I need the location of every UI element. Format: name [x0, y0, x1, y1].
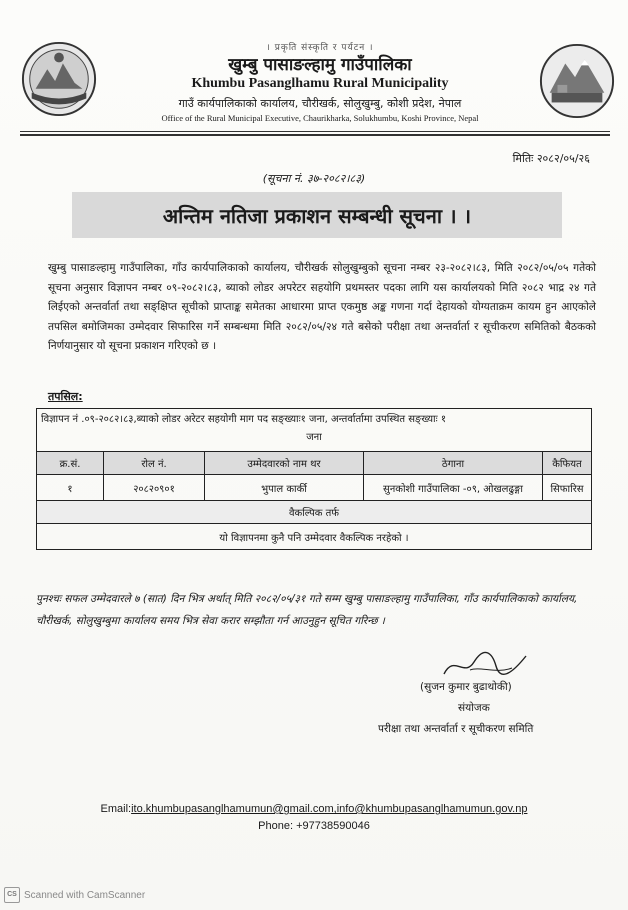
- contact-phone: Phone: +97738590046: [258, 820, 370, 832]
- col-serial: क्र.सं.: [37, 452, 104, 475]
- header-slogan: । प्रकृति संस्कृति र पर्यटन ।: [266, 43, 374, 53]
- email-link[interactable]: ito.khumbupasanglhamumun@gmail.com,info@khumbupasanglhamumun.gov.np: [131, 803, 528, 815]
- col-candidate-name: उम्मेदवारको नाम थर: [205, 452, 364, 475]
- email-label: Email:: [100, 803, 132, 815]
- cell-serial: १: [37, 475, 104, 501]
- notice-title: अन्तिम नतिजा प्रकाशन सम्बन्धी सूचना । ।: [162, 203, 472, 228]
- signatory-committee: परीक्षा तथा अन्तर्वार्ता र सूचीकरण समिति: [378, 723, 534, 735]
- notice-number: (सूचना नं. ३७-२०८२।८३): [262, 172, 366, 185]
- camscanner-icon: CS: [4, 887, 20, 903]
- notice-date: मितिः २०८२/०५/२६: [512, 152, 590, 165]
- table-row: [37, 475, 592, 501]
- office-address-english: Office of the Rural Municipal Executive, Chaurikharka, Solukhumbu, Koshi Province, Nepal: [161, 113, 479, 123]
- notice-body: खुम्बु पासाङल्हामु गाउँपालिका, गाँउ कार्यपालिकाको कार्यालय, चौरीखर्क सोलुखुम्बुको सूचना नम्बर २३-२०८२।८३, मिति २०८२/०५/०५ गतेको सूचना अनुसार विज्ञापन नम्बर ०९-२०८२।८३, ब्याको लोडर अपरेटर सहयोगि प्रथमस्तर पदका लागि यस कार्यालयको मिति २०८२ भाद्र २४ गते लिईएको अन्तर्वार्ता तथा सङ्क्षिप्त सूचीको प्राप्ताङ्क समेतका आधारमा प्राप्त एकमुष्ठ अङ्क गणना गर्दा देहायको योग्यताक्रम कायम हुन आएकोले तपसिल बमोजिमका उम्मेदवार सिफारिस गर्ने सम्बन्धमा मिति २०८२/०५/२४ गते बसेको परीक्षा तथा अन्तर्वार्ता र सूचीकरण समितिको बैठकको निर्णयानुसार यो सूचना प्रकाशन गरिएको छ ।: [48, 262, 596, 352]
- header-divider: [20, 131, 610, 132]
- signatory-role: संयोजक: [458, 702, 490, 714]
- col-remarks: कैफियत: [543, 452, 592, 475]
- cell-address: सुनकोशी गाउँपालिका -०९, ओखलढुङ्गा: [364, 475, 543, 501]
- postscript-note: पुनश्चः सफल उम्मेदवारले ७ (सात) दिन भित्र अर्थात् मिति २०८२/०५/३१ गते सम्म खुम्बु पासाङल्हामु गाउँपालिका, गाँउ कार्यपालिकाको कार्यालय, चौरीखर्क, सोलुखुम्बुमा कार्यालय समय भित्र सेवा करार सम्झौता गर्न आउनुहुन सूचित गरिन्छ ।: [36, 593, 578, 627]
- title-banner: [72, 192, 562, 238]
- office-address-nepali: गाउँ कार्यपालिकाको कार्यालय, चौरीखर्क, सोलुखुम्बु, कोशी प्रदेश, नेपाल: [178, 97, 462, 110]
- advertisement-info-line2: जना: [306, 432, 322, 443]
- scanner-text: Scanned with CamScanner: [24, 889, 146, 901]
- scanner-watermark: [4, 887, 145, 903]
- handwritten-signature: [440, 648, 530, 682]
- cell-remarks: सिफारिस: [543, 475, 592, 501]
- col-roll-number: रोल नं.: [104, 452, 205, 475]
- org-name-english: Khumbu Pasanglhamu Rural Municipality: [191, 76, 449, 91]
- col-address: ठेगाना: [364, 452, 543, 475]
- result-table: [36, 408, 592, 550]
- details-label: तपसिल:: [48, 390, 83, 403]
- header-divider-thick: [20, 134, 610, 136]
- municipality-logo: [538, 42, 616, 120]
- contact-email: [0, 803, 628, 815]
- alternate-heading: वैकल्पिक तर्फ: [37, 501, 592, 524]
- advertisement-info: [37, 409, 592, 452]
- cell-candidate-name: भुपाल कार्की: [205, 475, 364, 501]
- signatory-name: (सुजन कुमार बुढाथोकी): [420, 681, 512, 693]
- org-name-nepali: खुम्बु पासाङल्हामु गाउँपालिका: [228, 55, 412, 75]
- advertisement-info-line1: विज्ञापन नं .०९-२०८२।८३,ब्याको लोडर अरेटर सहयोगी माग पद सङ्ख्याः१ जना, अन्तर्वार्तामा उपस्थित सङ्ख्याः १: [41, 414, 447, 425]
- table-header-row: [37, 452, 592, 475]
- cell-roll-number: २०८२०९०१: [104, 475, 205, 501]
- nepal-emblem-logo: [20, 40, 98, 118]
- alternate-note: यो विज्ञापनमा कुनै पनि उम्मेदवार वैकल्पिक नरहेको ।: [37, 524, 592, 550]
